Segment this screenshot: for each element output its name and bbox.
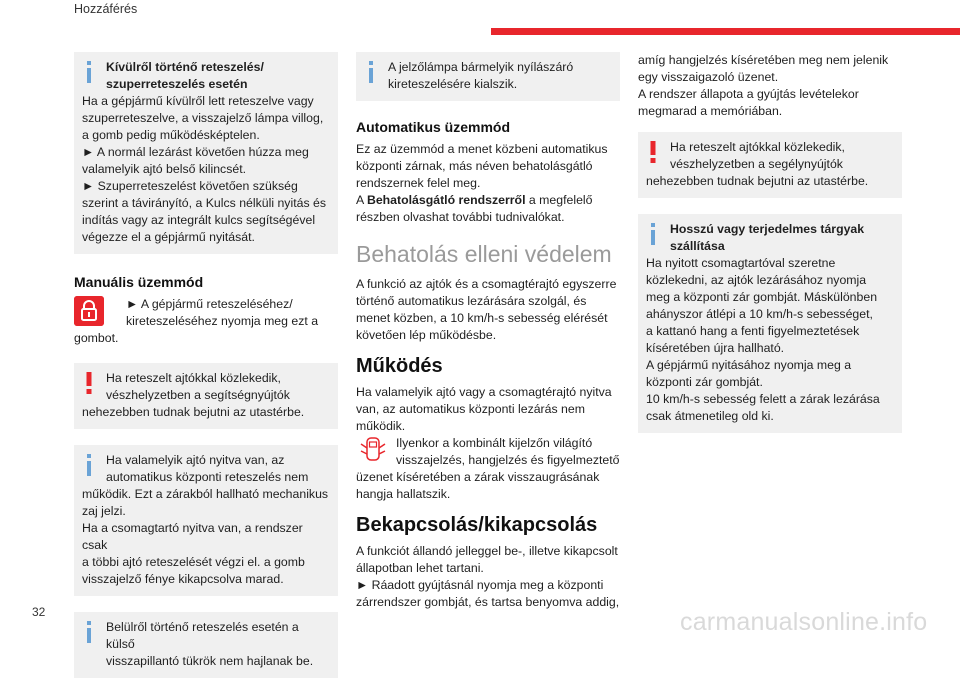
manual-line: gombot. — [74, 331, 119, 345]
onoff-line: A funkciót állandó jelleggel be-, illetve kikapcsolt — [356, 544, 618, 558]
protect-line: követően lép működésbe. — [356, 328, 497, 342]
note-line: zaj jelzi. — [82, 504, 126, 518]
operation-line: Ha valamelyik ajtó vagy a csomagtérajtó nyitva — [356, 385, 612, 399]
heading-intrusion-protection: Behatolás elleni védelem — [356, 241, 612, 267]
operation-line: van, az automatikus központi lezárás nem — [356, 402, 585, 416]
note-line: A jelzőlámpa bármelyik nyílászáró — [388, 60, 574, 74]
info-icon — [646, 222, 660, 246]
column-1 — [74, 52, 338, 694]
heading-automatic-mode: Automatikus üzemmód — [356, 119, 511, 135]
operation-line: Ilyenkor a kombinált kijelzőn világító — [396, 436, 593, 450]
link-anti-intrusion: Behatolásgátló rendszerről — [366, 193, 526, 207]
note-line: kíséretében újra hallható. — [646, 341, 785, 355]
note-line: közlekedni, az ajtók lezárásához nyomja — [646, 273, 867, 287]
note-box-exterior-locking — [74, 52, 338, 254]
note-line: kireteszelésére kialszik. — [388, 77, 518, 91]
note-line: végezze el a gépjármű nyitását. — [82, 230, 255, 244]
manual-line: kireteszeléséhez nyomja meg ezt a — [126, 314, 319, 328]
info-icon — [82, 620, 96, 644]
warning-line: Ha reteszelt ajtókkal közlekedik, — [670, 140, 845, 154]
note-line: a gomb pedig működésképtelen. — [82, 128, 260, 142]
onoff-line: zárrendszer gombját, és tartsa benyomva addig, — [356, 595, 620, 609]
note-title: Kívülről történő reteszelés/ — [106, 60, 264, 74]
note-line: visszajelző fénye kikapcsolva marad. — [82, 572, 284, 586]
note-line: működik. Ezt a zárakból hallható mechanikus — [82, 487, 329, 501]
warning-line: nehezebben tudnak bejutni az utastérbe. — [82, 405, 305, 419]
cont-line: amíg hangjelzés kíséretében meg nem jelenik — [638, 53, 889, 67]
note-line: meg a központi zár gombját. Máskülönben — [646, 290, 878, 304]
lock-button-icon — [74, 296, 104, 326]
warning-line: nehezebben tudnak bejutni az utastérbe. — [646, 174, 869, 188]
cont-line: megmarad a memóriában. — [638, 104, 783, 118]
cont-line: egy visszaigazoló üzenet. — [638, 70, 779, 84]
auto-line: Ez az üzemmód a menet közbeni automatikus — [356, 142, 608, 156]
page-number: 32 — [32, 605, 46, 619]
note-line: Ha a csomagtartó nyitva van, a rendszer csak — [82, 521, 303, 552]
info-icon — [82, 60, 96, 84]
note-box-long-objects — [638, 214, 902, 433]
note-line: ► A normál lezárást követően húzza meg — [82, 145, 309, 159]
protect-line: menet közben, a 10 km/h-s sebesség elérését — [356, 311, 608, 325]
note-line: a kattanó hang a fenti figyelmeztetések — [646, 324, 860, 338]
info-icon — [82, 453, 96, 477]
operation-line: működik. — [356, 419, 406, 433]
protect-line: történő automatikus lezárására szolgál, és — [356, 294, 587, 308]
info-icon — [364, 60, 378, 84]
note-title: szállítása — [670, 239, 725, 253]
operation-line: visszajelzés, hangjelzés és figyelmeztető — [396, 453, 620, 467]
column-2 — [356, 52, 620, 611]
note-title: szuperreteszelés esetén — [106, 77, 248, 91]
operation-line: üzenet kíséretében a zárak visszaugrásának — [356, 470, 600, 484]
onoff-line: állapotban lehet tartani. — [356, 561, 484, 575]
auto-line: központi zárnak, más néven behatolásgátló — [356, 159, 593, 173]
note-line: Belülről történő reteszelés esetén a külső — [106, 620, 299, 651]
note-box-lamp — [356, 52, 620, 101]
operation-line: hangja hallatszik. — [356, 487, 451, 501]
note-line: Ha a gépjármű kívülről lett reteszelve vagy — [82, 94, 314, 108]
car-doors-open-icon — [360, 435, 386, 465]
note-box-door-open — [74, 445, 338, 596]
auto-line: rendszernek felel meg. — [356, 176, 481, 190]
warning-line: vészhelyzetben a segélynyújtók — [670, 157, 843, 171]
note-line: a többi ajtó reteszelését végzi el. a gomb — [82, 555, 305, 569]
auto-line: részben olvashat további tudnivalókat. — [356, 210, 565, 224]
header-accent-bar — [491, 28, 960, 35]
warning-line: Ha reteszelt ajtókkal közlekedik, — [106, 371, 281, 385]
note-line: ► Szuperreteszelést követően szükség — [82, 179, 298, 193]
warning-line: vészhelyzetben a segítségnyújtók — [106, 388, 290, 402]
warning-box — [74, 363, 338, 429]
section-title: Hozzáférés — [74, 2, 138, 16]
heading-manual-mode: Manuális üzemmód — [74, 274, 204, 290]
note-line: szuperreteszelve, a visszajelző lámpa villog, — [82, 111, 324, 125]
note-line: indítás vagy az integrált kulcs segítségével — [82, 213, 316, 227]
note-line: visszapillantó tükrök nem hajlanak be. — [106, 654, 314, 668]
note-line: automatikus központi reteszelés nem — [106, 470, 309, 484]
note-line: Ha nyitott csomagtartóval szeretne — [646, 256, 836, 270]
note-box-mirrors — [74, 612, 338, 678]
note-line: csak átmenetileg old ki. — [646, 409, 774, 423]
manual-mode-text — [74, 296, 338, 347]
protect-line: A funkció az ajtók és a csomagtérajtó egyszerre — [356, 277, 617, 291]
note-line: valamelyik ajtó belső kilincsét. — [82, 162, 247, 176]
manual-line: ► A gépjármű reteszeléséhez/ — [126, 297, 293, 311]
auto-line: A Behatolásgátló rendszerről a megfelelő — [356, 193, 593, 207]
onoff-line: ► Ráadott gyújtásnál nyomja meg a központi — [356, 578, 604, 592]
warning-icon — [82, 371, 96, 395]
heading-operation: Működés — [356, 355, 443, 377]
heading-on-off: Bekapcsolás/kikapcsolás — [356, 514, 598, 536]
note-line: ahányszor átlépi a 10 km/h-s sebességet, — [646, 307, 873, 321]
warning-icon — [646, 140, 660, 164]
warning-box — [638, 132, 902, 198]
note-line: központi zár gombját. — [646, 375, 763, 389]
watermark: carmanualsonline.info — [680, 608, 928, 636]
note-line: Ha valamelyik ajtó nyitva van, az — [106, 453, 285, 467]
note-line: A gépjármű nyitásához nyomja meg a — [646, 358, 852, 372]
note-line: 10 km/h-s sebesség felett a zárak lezárása — [646, 392, 880, 406]
column-3 — [638, 52, 902, 449]
cont-line: A rendszer állapota a gyújtás levételekor — [638, 87, 859, 101]
note-title: Hosszú vagy terjedelmes tárgyak — [670, 222, 865, 236]
note-line: szerint a távirányító, a Kulcs nélküli nyitás és — [82, 196, 326, 210]
